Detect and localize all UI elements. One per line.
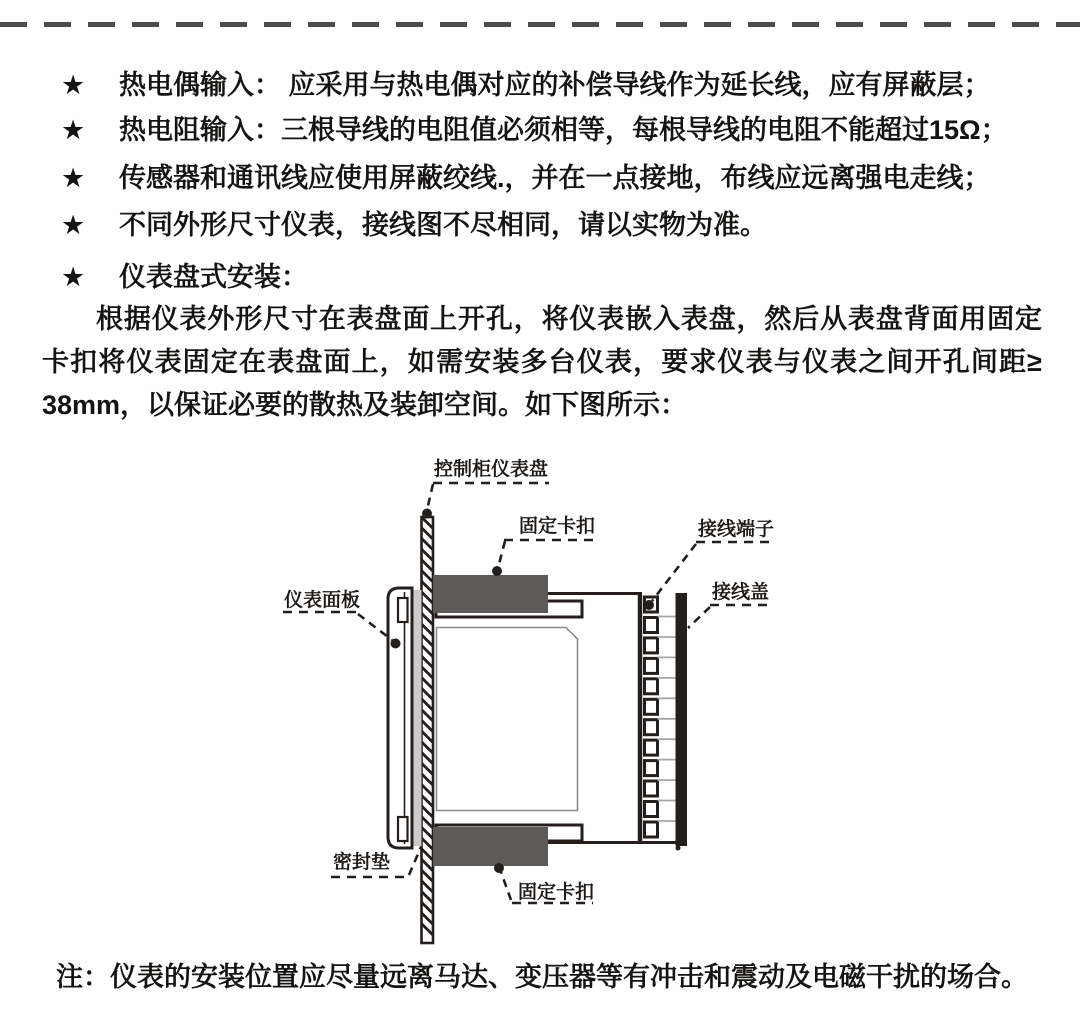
faceplate-bezel xyxy=(388,588,412,848)
star-bullet-icon: ★ xyxy=(61,210,86,240)
fixing-clip-bottom xyxy=(433,827,548,866)
label-gasket: 密封垫 xyxy=(333,852,391,873)
diagram-canvas xyxy=(0,430,1080,960)
bullet-item-panel-mount xyxy=(61,264,1051,291)
bullet-text: 仪表盘式安装： xyxy=(119,262,308,292)
terminal-cells xyxy=(645,597,658,837)
bezel-slot-bottom xyxy=(398,817,408,841)
panel-mount-diagram xyxy=(0,430,1080,960)
bullet-item-rtd xyxy=(61,117,1051,144)
terminal-gray-rungs xyxy=(658,617,676,822)
bullet-list xyxy=(61,72,1051,291)
bullet-text: 不同外形尺寸仪表，接线图不尽相同，请以实物为准。 xyxy=(119,210,767,240)
fixing-clip-top xyxy=(433,575,548,613)
bullet-item-thermocouple xyxy=(61,72,1051,99)
star-bullet-icon: ★ xyxy=(61,70,86,100)
bullet-text: 热电阻输入：三根导线的电阻值必须相等，每根导线的电阻不能超过15Ω； xyxy=(119,115,1008,145)
label-terminal: 接线端子 xyxy=(698,519,775,540)
label-faceplate: 仪表面板 xyxy=(284,590,361,611)
installation-paragraph xyxy=(42,298,1042,427)
terminal-cover-bar xyxy=(676,593,688,846)
label-fixing-clip-top: 固定卡扣 xyxy=(519,516,596,537)
bullet-item-dimensions xyxy=(61,212,1051,239)
footer-note: 注：仪表的安装位置应尽量远离马达、变压器等有冲击和震动及电磁干扰的场合。 xyxy=(56,962,1028,992)
paragraph-line: 38mm，以保证必要的散热及装卸空间。如下图所示： xyxy=(42,390,688,420)
label-cabinet-panel: 控制柜仪表盘 xyxy=(434,459,549,480)
bullet-text: 热电偶输入： 应采用与热电偶对应的补偿导线作为延长线，应有屏蔽层； xyxy=(119,70,991,100)
bezel-slot-top xyxy=(398,598,408,622)
star-bullet-icon: ★ xyxy=(61,163,86,193)
star-bullet-icon: ★ xyxy=(61,262,86,292)
star-bullet-icon: ★ xyxy=(61,115,86,145)
bullet-text: 传感器和通讯线应使用屏蔽绞线.，并在一点接地，布线应远离强电走线； xyxy=(119,163,991,193)
page-top-dashed-divider xyxy=(0,22,1080,27)
label-fixing-clip-bottom: 固定卡扣 xyxy=(518,882,595,903)
bullet-item-sensor-wiring xyxy=(61,165,1051,192)
paragraph-line: 根据仪表外形尺寸在表盘面上开孔，将仪表嵌入表盘，然后从表盘背面用固定 xyxy=(96,304,1042,334)
terminal-cover-foot xyxy=(676,846,681,851)
paragraph-line: 卡扣将仪表固定在表盘面上，如需安装多台仪表，要求仪表与仪表之间开孔间距≥ xyxy=(42,347,1042,377)
label-terminal-cover: 接线盖 xyxy=(712,582,770,603)
case-front-body xyxy=(437,628,578,811)
